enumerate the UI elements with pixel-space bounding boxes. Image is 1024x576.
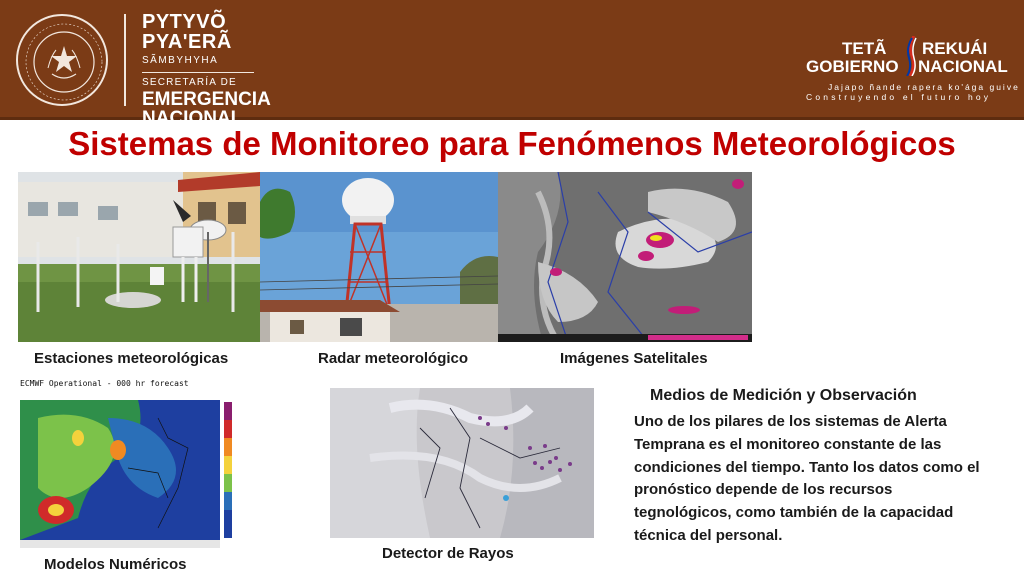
header-band bbox=[0, 0, 1024, 129]
ministry-line3: SÃMBYHYHA bbox=[142, 55, 219, 66]
gov-motto-spanish: Construyendo el futuro hoy bbox=[806, 92, 992, 102]
ministry-line2: PYA'ERÃ bbox=[142, 31, 232, 53]
lightning-detector-image bbox=[330, 388, 594, 538]
gov-motto-guarani: Jajapo ñande rapera ko'ága guive bbox=[828, 82, 1020, 92]
caption-radar: Radar meteorológico bbox=[318, 350, 469, 367]
gov-word3: GOBIERNO bbox=[806, 57, 899, 76]
satellite-illustration bbox=[498, 172, 752, 342]
ministry-line1: PYTYVÕ bbox=[142, 11, 227, 33]
model-overlay-title: ECMWF Operational - 000 hr forecast bbox=[20, 379, 189, 388]
ministry-rule bbox=[142, 72, 254, 73]
flag-ribbon-icon bbox=[906, 36, 918, 76]
paraguay-seal-logo bbox=[16, 14, 108, 106]
ministry-line6: NACIONAL bbox=[142, 108, 243, 129]
ministry-line4: SECRETARÍA DE bbox=[142, 77, 237, 88]
radar-illustration bbox=[260, 172, 498, 342]
weather-radar-photo bbox=[260, 172, 498, 342]
gov-word1: TETÃ bbox=[842, 39, 887, 58]
numerical-model-map bbox=[18, 378, 240, 548]
lightning-map-illustration bbox=[330, 388, 594, 538]
gov-row2 bbox=[806, 57, 1008, 76]
gov-word4: NACIONAL bbox=[918, 57, 1008, 76]
header-divider bbox=[124, 14, 126, 106]
secretariat-logo bbox=[142, 12, 271, 128]
info-heading: Medios de Medición y Observación bbox=[650, 387, 917, 404]
caption-stations: Estaciones meteorológicas bbox=[34, 350, 229, 367]
weather-stations-photo bbox=[18, 172, 260, 342]
page-title: Sistemas de Monitoreo para Fenómenos Meteorológicos bbox=[68, 125, 956, 162]
ministry-line5: EMERGENCIA bbox=[142, 89, 271, 110]
caption-models: Modelos Numéricos bbox=[44, 556, 187, 573]
seal-ring bbox=[18, 16, 110, 108]
weather-stations-illustration bbox=[18, 172, 260, 342]
satellite-image bbox=[498, 172, 752, 342]
caption-lightning: Detector de Rayos bbox=[382, 545, 514, 562]
info-body: Uno de los pilares de los sistemas de Alerta Temprana es el monitoreo constante de las condiciones del tiempo. Tanto los datos como el pronóstico depende de los recursos tegnológicos, como también de la capacidad técnica del personal. bbox=[634, 413, 980, 544]
gov-word2: REKUÁI bbox=[922, 39, 988, 58]
caption-satellite: Imágenes Satelitales bbox=[560, 350, 708, 367]
model-map-illustration bbox=[18, 378, 240, 548]
